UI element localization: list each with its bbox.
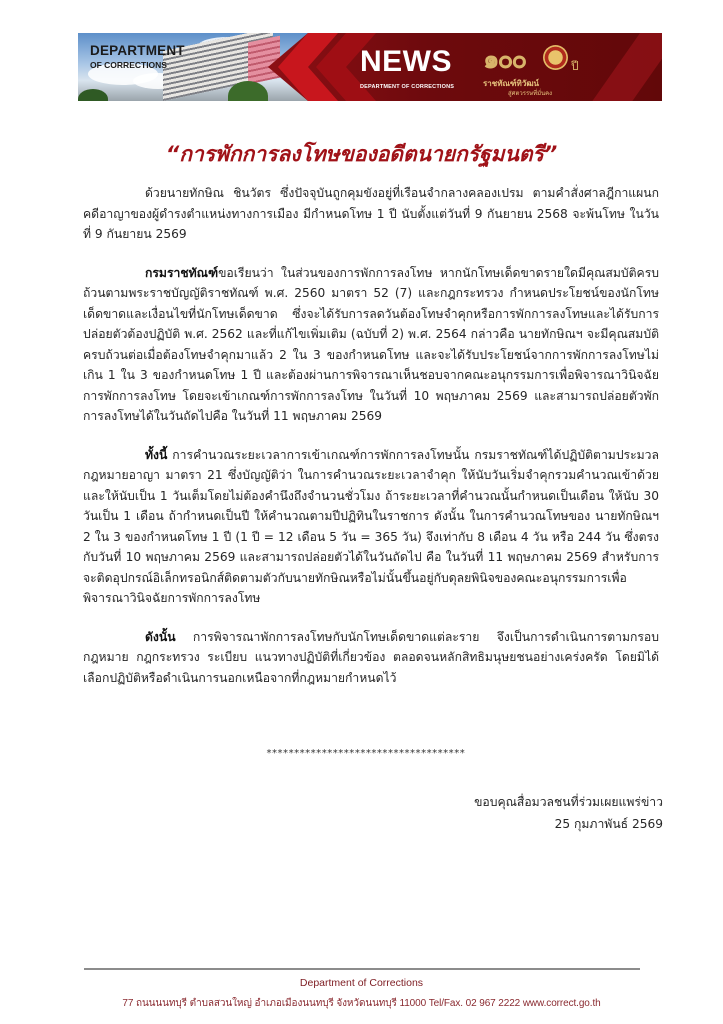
page-title: “การพักการลงโทษของอดีตนายกรัฐมนตรี”	[165, 142, 558, 166]
centennial-slogan-2: สู่ศตวรรษที่มั่นคง	[508, 90, 553, 97]
paragraph-lead: ดังนั้น	[145, 629, 176, 644]
news-title: NEWS	[360, 45, 452, 78]
press-release-body	[83, 183, 659, 706]
paragraph-text: ด้วยนายทักษิณ ชินวัตร ซึ่งปัจจุบันถูกคุมขังอยู่ที่เรือนจำกลางคลองเปรม ตามคำสั่งศาลฎีกาแผนกคดีอาญาของผู้ดำรงตำแหน่งทางการเมือง มีกำหนดโทษ 1 ปี นับตั้งแต่วันที่ 9 กันยายน 2568 จะพ้นโทษ ในวันที่ 9 กันยายน 2569	[83, 186, 659, 241]
dept-line-1: DEPARTMENT	[90, 43, 185, 58]
department-seal-icon	[543, 45, 568, 70]
paragraph-text: การคำนวณระยะเวลาการเข้าเกณฑ์การพักการลงโทษนั้น กรมราชทัณฑ์ได้ปฏิบัติตามประมวลกฎหมายอาญา มาตรา 21 ซึ่งบัญญัติว่า ในการคำนวณระยะเวลาจำคุก ให้นับวันเริ่มจำคุกรวมคำนวณเข้าด้วยและให้นับเป็น 1 วันเต็มโดยไม่ต้องคำนึงถึงจำนวนชั่วโมง ถ้าระยะเวลาที่คำนวณนั้นกำหนดเป็นเดือน ให้นับ 30 วันเป็น 1 เดือน ถ้ากำหนดเป็นปี ให้คำนวณตามปีปฏิทินในราชการ ดังนั้น ในการคำนวณโทษของ นายทักษิณฯ 2 ใน 3 ของกำหนดโทษ 1 ปี (1 ปี = 12 เดือน 5 วัน = 365 วัน) จึงเท่ากับ 8 เดือน 4 วัน หรือ 244 วัน ซึ่งตรงกับวันที่ 10 พฤษภาคม 2569 และสามารถปล่อยตัวได้ในวันถัดไป คือ ในวันที่ 11 พฤษภาคม 2569 สำหรับการจะติดอุปกรณ์อิเล็กทรอนิกส์ติดตามตัวกับนายทักษิณหรือไม่นั้นขึ้นอยู่กับดุลยพินิจของคณะอนุกรรมการเพื่อพิจารณาวินิจฉัยการพักการลงโทษ	[83, 447, 659, 605]
release-date: 25 กุมภาพันธ์ 2569	[554, 817, 663, 831]
paragraph-lead: กรมราชทัณฑ์	[145, 265, 219, 280]
centennial-emblem	[483, 43, 593, 98]
paragraph-text: การพิจารณาพักการลงโทษกับนักโทษเด็ดขาดแต่ละราย จึงเป็นการดำเนินการตามกรอบกฎหมาย กฎกระทรวง ระเบียบ แนวทางปฏิบัติที่เกี่ยวข้อง ตลอดจนหลักสิทธิมนุษยชนอย่างเคร่งครัด โดยมิได้เลือกปฏิบัติหรือดำเนินการนอกเหนือจากที่กฎหมายกำหนดไว้	[83, 629, 659, 685]
news-banner	[78, 33, 662, 101]
footer-address: 77 ถนนนนทบุรี ตำบลสวนใหญ่ อำเภอเมืองนนทบุรี จังหวัดนนทบุรี 11000 Tel/Fax. 02 967 2222 www.correct.go.th	[122, 998, 601, 1009]
footer-department: Department of Corrections	[299, 977, 424, 989]
closing-thanks: ขอบคุณสื่อมวลชนที่ร่วมเผยแพร่ข่าว	[474, 795, 663, 809]
paragraph-calculation	[83, 445, 659, 609]
paragraph-intro	[83, 183, 659, 245]
paragraph-eligibility	[83, 263, 659, 427]
department-logo-text	[90, 44, 185, 69]
asterisk-separator: ************************************	[266, 748, 465, 759]
news-subtitle: DEPARTMENT OF CORRECTIONS	[360, 84, 455, 90]
centennial-number: ๑๐๐	[483, 45, 526, 75]
paragraph-conclusion	[83, 627, 659, 689]
paragraph-text: ขอเรียนว่า ในส่วนของการพักการลงโทษ หากนักโทษเด็ดขาดรายใดมีคุณสมบัติครบถ้วนตามพระราชบัญญัติราชทัณฑ์ พ.ศ. 2560 มาตรา 52 (7) และกฎกระทรวง กำหนดประโยชน์ของนักโทษเด็ดขาดและเงื่อนไขที่นักโทษเด็ดขาด ซึ่งจะได้รับการลดวันต้องโทษจำคุกหรือการพักการลงโทษและได้รับการปล่อยตัวต้องปฏิบัติ พ.ศ. 2562 และที่แก้ไขเพิ่มเติม (ฉบับที่ 2) พ.ศ. 2564 กล่าวคือ นายทักษิณฯ จะมีคุณสมบัติครบถ้วนต่อเมื่อต้องโทษจำคุกมาแล้ว 2 ใน 3 ของกำหนดโทษ และจะได้รับประโยชน์จากการพักการลงโทษไม่เกิน 1 ใน 3 ของกำหนดโทษ 1 ปี และต้องผ่านการพิจารณาเห็นชอบจากคณะอนุกรรมการเพื่อพิจารณาวินิจฉัยการพักการลงโทษ โดยจะเข้าเกณฑ์การพักการลงโทษ ในวันที่ 10 พฤษภาคม 2569 และสามารถปล่อยตัวพักการลงโทษได้ในวันถัดไปคือ ในวันที่ 11 พฤษภาคม 2569	[83, 265, 659, 423]
centennial-slogan-1: ราชทัณฑ์ทิวัฒน์	[483, 79, 540, 88]
footer-divider	[84, 968, 640, 970]
paragraph-lead: ทั้งนี้	[145, 447, 168, 462]
dept-line-2: OF CORRECTIONS	[90, 59, 167, 70]
centennial-unit: ปี	[571, 59, 579, 73]
closing-block	[474, 791, 663, 835]
